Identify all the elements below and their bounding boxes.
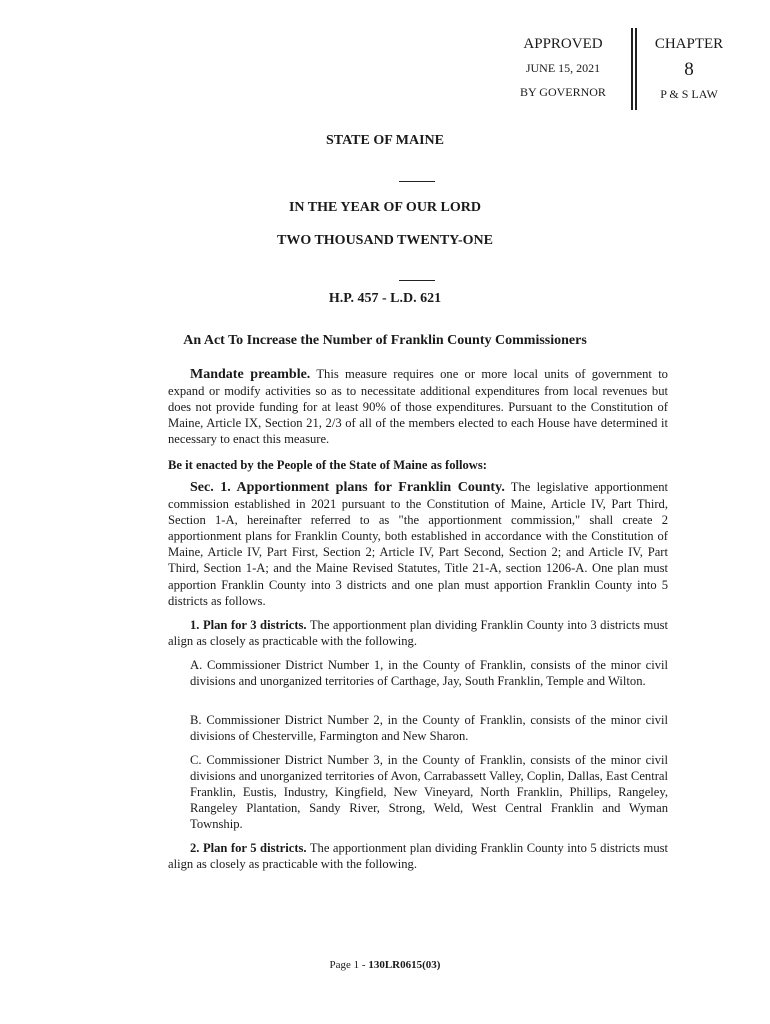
footer-page: Page 1 - <box>329 959 369 971</box>
section-1-lead: Sec. 1. Apportionment plans for Franklin County. <box>190 480 505 495</box>
enacting-clause: Be it enacted by the People of the State of Maine as follows: <box>168 458 487 472</box>
chapter-block <box>646 34 732 102</box>
plan-3-districts <box>168 617 668 649</box>
year-line-1: IN THE YEAR OF OUR LORD <box>288 200 481 215</box>
law-type: P & S LAW <box>660 87 718 101</box>
chapter-number: 8 <box>684 59 694 80</box>
plan-3-lead: 1. Plan for 3 districts. <box>190 618 307 632</box>
district-c: C. Commissioner District Number 3, in the County of Franklin, consists of the minor civil divisions and unorganized territories of Avon, Carrabassett Valley, Coplin, Dallas, East Central Franklin, Eustis, Industry, Kingfield, New Vineyard, North Franklin, Phillips, Rangeley, Rangeley Plantation, Sandy River, Strong, Weld, West Central Franklin and Wyman Township. <box>190 753 668 832</box>
bill-number: H.P. 457 - L.D. 621 <box>328 291 442 306</box>
district-a: A. Commissioner District Number 1, in the County of Franklin, consists of the minor civil divisions and unorganized territories of Carthage, Jay, South Franklin, Temple and Wilton. <box>190 658 668 689</box>
page-footer <box>0 959 770 971</box>
section-1 <box>168 479 668 609</box>
plan-3-text: The apportionment plan dividing Franklin County into 3 districts must align as closely as practicable with the following. <box>168 618 669 649</box>
approval-block <box>498 34 628 100</box>
chapter-label: CHAPTER <box>654 36 724 52</box>
title-rule-2 <box>399 280 435 281</box>
mandate-text: This measure requires one or more local units of government to expand or modify activities so as to necessitate additional expenditures from local revenues but does not provide funding for at least 90% of those expenditures. Pursuant to the Constitution of Maine, Article IX, Section 21, 2/3 of all of the members elected to each House have determined it necessary to enact this measure. <box>168 367 668 447</box>
footer-code: 130LR0615(03) <box>368 959 441 971</box>
section-1-text: The legislative apportionment commission established in 2021 pursuant to the Constitution of Maine, Article IV, Part Third, Section 1-A, hereinafter referred to as "the apportionment commission," shall create 2 apportionment plans for Franklin County, both established in accordance with the Constitution of Maine, Article IV, Part First, Section 2; Article IV, Part Second, Section 2; and Article IV, Part Third, Section 1-A; and the Maine Revised Statutes, Title 21-A, section 1206-A. One plan must apportion Franklin County into 3 districts and one plan must apportion Franklin County into 5 districts as follows. <box>168 480 668 608</box>
year-line-2: TWO THOUSAND TWENTY-ONE <box>276 233 493 248</box>
state-title: STATE OF MAINE <box>326 133 444 148</box>
approved-label: APPROVED <box>523 36 603 52</box>
plan-5-text: The apportionment plan dividing Franklin County into 5 districts must align as closely as practicable with the following. <box>168 841 669 872</box>
mandate-lead: Mandate preamble. <box>190 367 311 382</box>
header-divider-right <box>635 28 637 110</box>
plan-5-lead: 2. Plan for 5 districts. <box>190 841 307 855</box>
approved-by: BY GOVERNOR <box>520 85 606 99</box>
mandate-preamble <box>168 366 668 447</box>
header-divider-left <box>631 28 633 110</box>
title-rule-1 <box>399 181 435 182</box>
district-b: B. Commissioner District Number 2, in the County of Franklin, consists of the minor civil divisions of Chesterville, Farmington and New Sharon. <box>190 713 668 744</box>
plan-5-districts <box>168 840 668 872</box>
approval-date: JUNE 15, 2021 <box>525 61 601 75</box>
act-title: An Act To Increase the Number of Franklin County Commissioners <box>183 333 587 348</box>
